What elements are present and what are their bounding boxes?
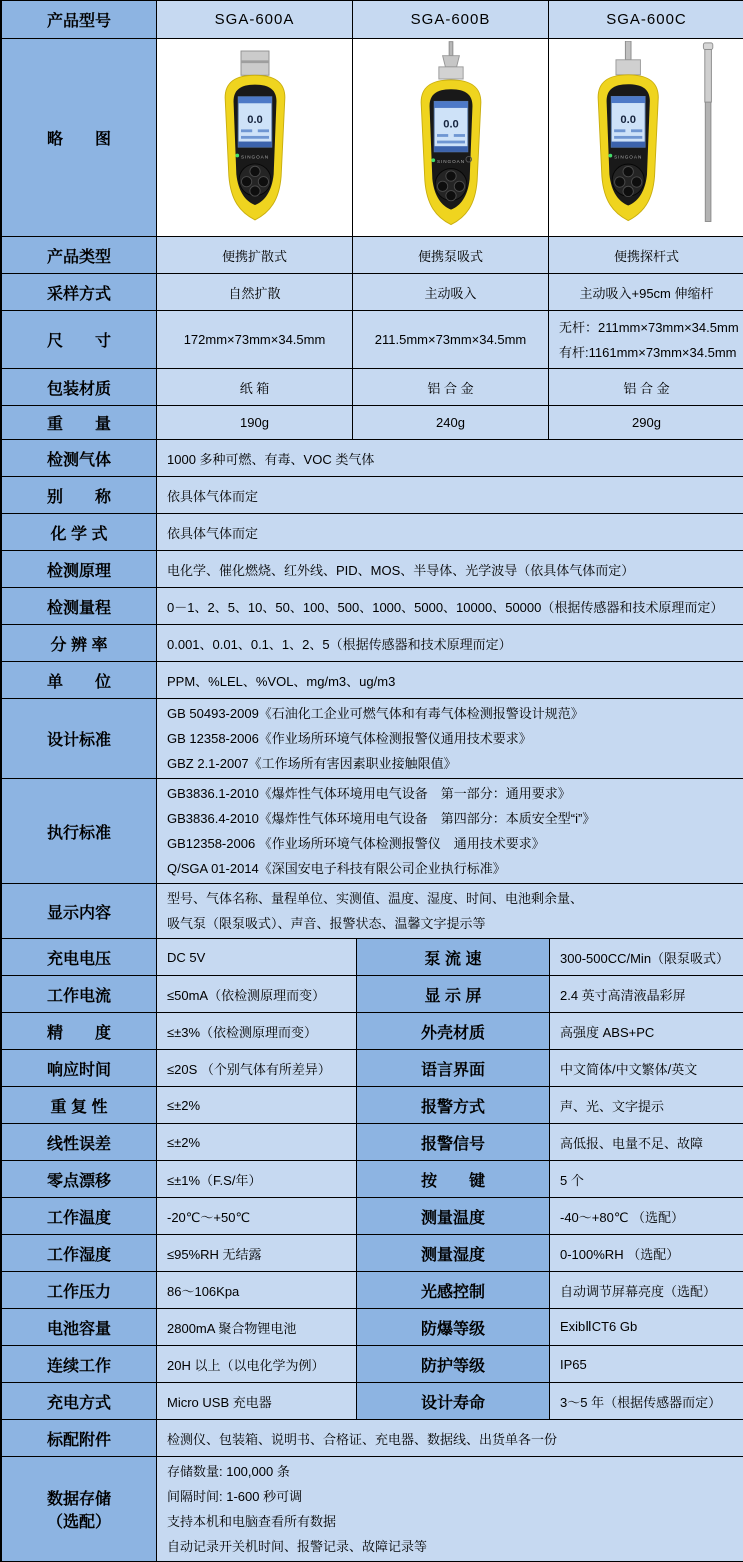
row-label-battery: 电池容量 (2, 1309, 157, 1346)
standard-line: GB 50493-2009《石油化工企业可燃气体和有毒气体检测报警设计规范》 (167, 701, 734, 726)
cell-value: 190g (157, 406, 353, 440)
table-row (2, 699, 743, 779)
power-led (431, 158, 435, 162)
standard-line: GB3836.4-2010《爆炸性气体环境用电气设备 第四部分：本质安全型“i”》 (167, 806, 734, 831)
table-row (2, 625, 743, 662)
row-label-dimensions: 尺 寸 (2, 311, 157, 369)
row-label-design-life: 设计寿命 (357, 1383, 550, 1420)
device-photo-cell (353, 39, 549, 237)
standard-line: Q/SGA 01-2014《深国安电子科技有限公司企业执行标准》 (167, 856, 734, 881)
storage-label-line: （选配） (5, 1509, 153, 1532)
row-label-accessories: 标配附件 (2, 1420, 157, 1457)
table-row (2, 1013, 743, 1050)
row-label-repeatability: 重 复 性 (2, 1087, 157, 1124)
row-label-working-humidity: 工作湿度 (2, 1235, 157, 1272)
row-label-working-current: 工作电流 (2, 976, 157, 1013)
cell-value: ExibⅡCT6 Gb (550, 1309, 743, 1346)
row-label-charge-voltage: 充电电压 (2, 939, 157, 976)
cell-value: 20H 以上（以电化学为例） (157, 1346, 357, 1383)
cell-value: 便携探杆式 (549, 237, 743, 274)
table-row (2, 406, 743, 440)
cell-value: ≤±2% (157, 1124, 357, 1161)
cell-value: 0－1、2、5、10、50、100、500、1000、5000、10000、50000（根据传感器和技术原理而定） (157, 588, 743, 625)
cell-value: 依具体气体而定 (157, 514, 743, 551)
model-name-sga600b: SGA-600B (353, 1, 549, 39)
cell-value: 0-100%RH （选配） (550, 1235, 743, 1272)
table-row (2, 1346, 743, 1383)
table-row (2, 1124, 743, 1161)
row-label-design-standard: 设计标准 (2, 699, 157, 779)
row-label-packaging: 包装材质 (2, 369, 157, 406)
device-screen-reading: 0.0 (443, 119, 459, 131)
power-led (235, 154, 239, 158)
row-label-alarm-signal: 报警信号 (357, 1124, 550, 1161)
cell-value: 纸 箱 (157, 369, 353, 406)
cell-value: PPM、%LEL、%VOL、mg/m3、ug/m3 (157, 662, 743, 699)
standard-line: GB12358-2006 《作业场所环境气体检测报警仪 通用技术要求》 (167, 831, 734, 856)
table-row (2, 1198, 743, 1235)
cell-value: 0.001、0.01、0.1、1、2、5（根据传感器和技术原理而定） (157, 625, 743, 662)
row-label-shell-material: 外壳材质 (357, 1013, 550, 1050)
table-row (2, 274, 743, 311)
model-name-sga600c: SGA-600C (549, 1, 743, 39)
brand-text: SINGOAN (614, 155, 642, 160)
product-compare-table (1, 0, 743, 440)
table-row (2, 237, 743, 274)
table-row (2, 440, 743, 477)
cell-value: -40～+80℃ （选配） (550, 1198, 743, 1235)
paired-spec-table (1, 938, 743, 1420)
device-photo-cell (549, 39, 743, 237)
dimension-line: 无杆：211mm×73mm×34.5mm (559, 315, 734, 340)
cell-value: 便携扩散式 (157, 237, 353, 274)
table-row (2, 514, 743, 551)
cell-value: ≤±3%（依检测原理而变） (157, 1013, 357, 1050)
row-label-sampling: 采样方式 (2, 274, 157, 311)
row-label-sketch: 略 图 (2, 39, 157, 237)
standard-line: GB 12358-2006《作业场所环境气体检测报警仪通用技术要求》 (167, 726, 734, 751)
device-screen-reading: 0.0 (247, 114, 263, 126)
row-label-principle: 检测原理 (2, 551, 157, 588)
cell-value: 高强度 ABS+PC (550, 1013, 743, 1050)
power-led (608, 154, 612, 158)
cell-value: 1000 多种可燃、有毒、VOC 类气体 (157, 440, 743, 477)
row-label-display-content: 显示内容 (2, 884, 157, 939)
table-row (2, 1235, 743, 1272)
display-line: 型号、气体名称、量程单位、实测值、温度、湿度、时间、电池剩余量、 (167, 886, 734, 911)
table-row (2, 551, 743, 588)
cell-value: 2.4 英寸高清液晶彩屏 (550, 976, 743, 1013)
device-image-sga-600c (562, 41, 732, 229)
model-name-sga600a: SGA-600A (157, 1, 353, 39)
row-label-light-control: 光感控制 (357, 1272, 550, 1309)
row-label-explosion-proof: 防爆等级 (357, 1309, 550, 1346)
cell-value: 主动吸入+95cm 伸缩杆 (549, 274, 743, 311)
cell-value: 自动调节屏幕亮度（选配） (550, 1272, 743, 1309)
row-label-alias: 别 称 (2, 477, 157, 514)
cell-value: 电化学、催化燃烧、红外线、PID、MOS、半导体、光学波导（依具体气体而定） (157, 551, 743, 588)
row-label-charge-method: 充电方式 (2, 1383, 157, 1420)
row-label-buttons: 按 键 (357, 1161, 550, 1198)
cell-value: 声、光、文字提示 (550, 1087, 743, 1124)
cell-value: ≤20S （个别气体有所差异） (157, 1050, 357, 1087)
table-row (2, 779, 743, 884)
cell-value: Micro USB 充电器 (157, 1383, 357, 1420)
cell-value: 3～5 年（根据传感器而定） (550, 1383, 743, 1420)
row-label-linearity-error: 线性误差 (2, 1124, 157, 1161)
row-label-display-screen: 显 示 屏 (357, 976, 550, 1013)
cell-value: ≤±1%（F.S/年） (157, 1161, 357, 1198)
device-photo-cell (157, 39, 353, 237)
row-label-data-storage (2, 1457, 157, 1562)
table-row (2, 1457, 743, 1562)
row-label-detect-gas: 检测气体 (2, 440, 157, 477)
cell-value: 290g (549, 406, 743, 440)
cell-value (157, 779, 743, 884)
telescopic-rod-image (703, 43, 712, 222)
row-label-product-type: 产品类型 (2, 237, 157, 274)
table-row (2, 1050, 743, 1087)
cell-value: 主动吸入 (353, 274, 549, 311)
cell-value: 检测仪、包装箱、说明书、合格证、充电器、数据线、出货单各一份 (157, 1420, 743, 1457)
row-label-measure-temp: 测量温度 (357, 1198, 550, 1235)
table-row (2, 588, 743, 625)
bottom-spec-table (1, 1419, 743, 1562)
storage-line: 存储数量: 100,000 条 (167, 1459, 734, 1484)
row-label-protection-level: 防护等级 (357, 1346, 550, 1383)
cell-value: 依具体气体而定 (157, 477, 743, 514)
row-label-continuous-work: 连续工作 (2, 1346, 157, 1383)
cell-value: 211.5mm×73mm×34.5mm (353, 311, 549, 369)
cell-value: 中文简体/中文繁体/英文 (550, 1050, 743, 1087)
cell-value: 便携泵吸式 (353, 237, 549, 274)
storage-label-line: 数据存储 (5, 1486, 153, 1509)
standard-line: GBZ 2.1-2007《工作场所有害因素职业接触限值》 (167, 751, 734, 776)
row-label-working-temp: 工作温度 (2, 1198, 157, 1235)
row-label-zero-drift: 零点漂移 (2, 1161, 157, 1198)
cell-value: 240g (353, 406, 549, 440)
table-row (2, 477, 743, 514)
dimension-line: 有杆:1161mm×73mm×34.5mm (559, 340, 734, 365)
row-label-chem-formula: 化 学 式 (2, 514, 157, 551)
general-spec-table (1, 439, 743, 939)
cell-value: 铝 合 金 (549, 369, 743, 406)
device-image-sga-600b (381, 41, 521, 229)
cell-value: IP65 (550, 1346, 743, 1383)
table-row (2, 939, 743, 976)
cell-value: ≤50mA（依检测原理而变） (157, 976, 357, 1013)
table-row (2, 976, 743, 1013)
cell-value: 5 个 (550, 1161, 743, 1198)
table-row (2, 884, 743, 939)
cell-value (157, 884, 743, 939)
display-line: 吸气泵（限泵吸式）、声音、报警状态、温馨文字提示等 (167, 911, 734, 936)
cell-value: 86～106Kpa (157, 1272, 357, 1309)
standard-line: GB3836.1-2010《爆炸性气体环境用电气设备 第一部分：通用要求》 (167, 781, 734, 806)
table-row (2, 1, 743, 39)
row-label-measure-humidity: 测量湿度 (357, 1235, 550, 1272)
table-row (2, 1272, 743, 1309)
table-row (2, 1309, 743, 1346)
table-row (2, 369, 743, 406)
table-row (2, 39, 743, 237)
row-label-unit: 单 位 (2, 662, 157, 699)
cell-value: 2800mA 聚合物锂电池 (157, 1309, 357, 1346)
row-label-weight: 重 量 (2, 406, 157, 440)
row-label-alarm-mode: 报警方式 (357, 1087, 550, 1124)
cell-value: 300-500CC/Min（限泵吸式） (550, 939, 743, 976)
table-row (2, 311, 743, 369)
cell-value: DC 5V (157, 939, 357, 976)
brand-text: SINGOAN (240, 154, 268, 159)
cell-value (157, 699, 743, 779)
row-label-response-time: 响应时间 (2, 1050, 157, 1087)
table-row (2, 1420, 743, 1457)
row-label-pump-flow: 泵 流 速 (357, 939, 550, 976)
cell-value (549, 311, 743, 369)
storage-line: 自动记录开关机时间、报警记录、故障记录等 (167, 1534, 734, 1559)
cell-value: ≤95%RH 无结露 (157, 1235, 357, 1272)
row-label-product-model: 产品型号 (2, 1, 157, 39)
storage-line: 支持本机和电脑查看所有数据 (167, 1509, 734, 1534)
cell-value: -20℃～+50℃ (157, 1198, 357, 1235)
row-label-accuracy: 精 度 (2, 1013, 157, 1050)
row-label-exec-standard: 执行标准 (2, 779, 157, 884)
cell-value: 172mm×73mm×34.5mm (157, 311, 353, 369)
device-screen-reading: 0.0 (620, 114, 636, 126)
row-label-language: 语言界面 (357, 1050, 550, 1087)
row-label-resolution: 分 辨 率 (2, 625, 157, 662)
table-row (2, 662, 743, 699)
brand-text: SINGOAN (436, 159, 464, 164)
cell-value: 高低报、电量不足、故障 (550, 1124, 743, 1161)
table-row (2, 1383, 743, 1420)
cell-value: 铝 合 金 (353, 369, 549, 406)
cell-value: ≤±2% (157, 1087, 357, 1124)
row-label-range: 检测量程 (2, 588, 157, 625)
device-image-sga-600a (185, 41, 325, 229)
storage-line: 间隔时间: 1-600 秒可调 (167, 1484, 734, 1509)
table-row (2, 1161, 743, 1198)
row-label-working-pressure: 工作压力 (2, 1272, 157, 1309)
cell-value: 自然扩散 (157, 274, 353, 311)
cell-value (157, 1457, 743, 1562)
table-row (2, 1087, 743, 1124)
